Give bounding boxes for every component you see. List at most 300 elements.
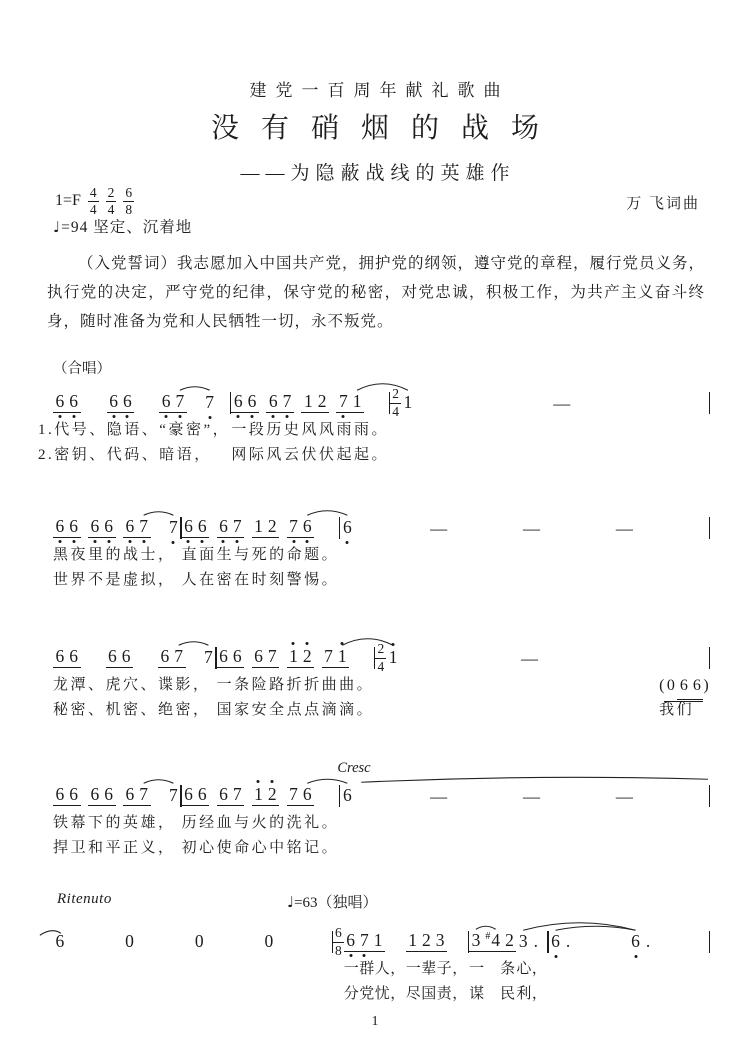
note-digit: 4 xyxy=(491,930,501,951)
note-group xyxy=(123,786,151,806)
barline xyxy=(709,785,710,807)
lyric-line-1: 折折 xyxy=(286,677,322,693)
note xyxy=(469,932,483,950)
low-octave-dot xyxy=(349,954,352,957)
measure-unit xyxy=(217,513,252,593)
note xyxy=(357,932,371,950)
notes-row xyxy=(262,927,276,957)
measure-unit xyxy=(333,927,344,1007)
note-digit: 3 xyxy=(435,930,445,951)
note-group xyxy=(664,673,703,702)
measure-unit xyxy=(469,927,516,1007)
notes-row xyxy=(616,781,633,811)
note-digit: 6 xyxy=(104,518,113,536)
note-group xyxy=(301,393,329,413)
notes-row xyxy=(252,643,280,673)
note-digit: 7 xyxy=(232,784,242,805)
lyric-line-1: 血与 xyxy=(216,815,252,831)
note-digit: 6 xyxy=(346,932,355,950)
note-group xyxy=(386,649,400,667)
lyric-line-2: 密在 xyxy=(216,572,252,588)
notes-row xyxy=(406,927,447,957)
duration-dash: — xyxy=(615,786,633,806)
note-digit: 1 xyxy=(254,786,263,804)
notes-row xyxy=(53,388,81,418)
note-group xyxy=(336,393,364,413)
note-digit: 6 xyxy=(679,677,688,694)
lyric-line-2: 网际 xyxy=(231,447,267,463)
notes-row xyxy=(340,781,354,811)
note-digit: 1 xyxy=(289,648,298,666)
lyric-line-2: 初心 xyxy=(181,840,217,856)
note xyxy=(340,787,354,805)
note-group xyxy=(406,932,447,952)
low-octave-dot xyxy=(251,415,254,418)
high-octave-dot xyxy=(292,642,295,645)
notes-row xyxy=(88,513,116,543)
note xyxy=(350,393,364,411)
note-group xyxy=(629,933,653,951)
note-group xyxy=(217,786,245,806)
notes-row xyxy=(523,513,540,543)
low-octave-dot xyxy=(208,416,211,419)
composer-credit: 万 飞词曲 xyxy=(626,196,700,212)
note-group xyxy=(340,519,354,537)
note-group xyxy=(549,933,573,951)
note-digit: 7 xyxy=(169,519,178,537)
low-octave-dot xyxy=(58,540,61,543)
music-system-3 xyxy=(53,621,710,723)
note-group xyxy=(182,786,210,806)
note-digit: 2 xyxy=(303,648,312,666)
note-group xyxy=(159,393,187,413)
measure-unit xyxy=(553,388,708,468)
note-digit: 7 xyxy=(324,646,333,667)
lyric-line-1: 险路 xyxy=(251,677,287,693)
notes-row xyxy=(287,781,315,811)
note xyxy=(107,393,121,411)
note xyxy=(121,393,135,411)
low-octave-dot xyxy=(286,415,289,418)
note xyxy=(266,393,280,411)
measure-unit xyxy=(375,643,386,723)
measure-unit xyxy=(182,513,217,593)
low-octave-dot xyxy=(346,541,349,544)
lyric-line-2: 尽国责， xyxy=(405,986,468,1002)
note-group xyxy=(677,673,703,700)
note-digit: 6 xyxy=(342,785,352,806)
lyric-line-2: 暗语， xyxy=(159,447,212,463)
measure-unit xyxy=(88,781,123,861)
note xyxy=(287,518,301,536)
note-group xyxy=(262,933,276,951)
notes-row xyxy=(616,513,633,543)
note-digit: 6 xyxy=(55,784,65,805)
note xyxy=(245,393,259,411)
notes-row xyxy=(523,781,540,811)
note xyxy=(195,518,209,536)
note-digit: 6 xyxy=(269,393,278,411)
ts-numerator: 6 xyxy=(123,186,134,202)
note-group xyxy=(287,648,315,668)
note-group xyxy=(182,518,210,538)
note xyxy=(217,518,231,536)
low-octave-dot xyxy=(58,415,61,418)
note xyxy=(195,786,209,804)
note-digit: 2 xyxy=(422,930,431,951)
note xyxy=(516,933,540,951)
lyric-line-1: 龙潭、 xyxy=(53,677,106,693)
low-octave-dot xyxy=(172,541,175,544)
ts-numerator: 2 xyxy=(390,387,401,403)
ts-denominator: 8 xyxy=(125,202,133,218)
note xyxy=(252,786,266,804)
note-digit: 7 xyxy=(339,393,348,411)
notes-row xyxy=(53,927,67,957)
measure-unit xyxy=(287,643,322,723)
low-octave-dot xyxy=(222,540,225,543)
measure-unit xyxy=(390,388,401,468)
note xyxy=(123,933,137,951)
note-digit: 6 xyxy=(126,518,135,536)
lyric-line-2: 警惕。 xyxy=(286,572,340,588)
measure-unit xyxy=(88,513,123,593)
lyric-line-2: 世界 xyxy=(53,572,89,588)
note xyxy=(167,519,181,537)
notes-row xyxy=(107,388,135,418)
note-digit: 6 xyxy=(184,784,193,805)
measure-unit xyxy=(53,643,106,723)
notes-row xyxy=(553,388,570,418)
note-group xyxy=(123,518,151,538)
lyric-line-2: 使命 xyxy=(216,840,252,856)
note xyxy=(173,393,187,411)
lyric-line-1: 战士， xyxy=(123,547,176,563)
measure-unit xyxy=(301,388,336,468)
lyric-line-1: 生与 xyxy=(216,547,252,563)
music-system-5 xyxy=(53,905,710,1007)
notes-row xyxy=(469,927,516,957)
notes-row xyxy=(340,513,354,543)
notes-row xyxy=(53,643,81,673)
notes-row xyxy=(709,927,710,957)
note-digit: 1 xyxy=(338,648,347,666)
measure-unit xyxy=(287,513,340,593)
high-octave-dot xyxy=(257,780,260,783)
note-group xyxy=(217,648,245,668)
measure-unit xyxy=(336,388,389,468)
note-digit: 6 xyxy=(55,931,65,952)
low-octave-dot xyxy=(272,415,275,418)
note xyxy=(102,786,116,804)
note xyxy=(230,648,244,666)
note-digit: 6 xyxy=(631,933,640,951)
notes-row xyxy=(287,513,315,543)
note xyxy=(137,518,151,536)
music-system-1 xyxy=(38,366,710,468)
time-signature xyxy=(375,642,386,673)
note-digit: 6 xyxy=(219,518,228,536)
note xyxy=(335,648,349,666)
time-signatures xyxy=(81,184,134,217)
measure-unit xyxy=(406,927,468,1007)
note-group xyxy=(322,648,350,668)
notes-row xyxy=(123,927,137,957)
note-digit: 6 xyxy=(160,646,170,667)
note-digit: 6 xyxy=(303,518,312,536)
note-group xyxy=(516,933,540,951)
note xyxy=(88,786,102,804)
lyric-line-1: 风风 xyxy=(301,422,337,438)
lyric-line-2: 起起。 xyxy=(336,447,389,463)
lyric-line-1: 下的 xyxy=(88,815,124,831)
note xyxy=(53,518,67,536)
note xyxy=(230,518,244,536)
note xyxy=(192,933,206,951)
duration-dash: — xyxy=(553,393,571,413)
quarter-note-icon: ♩ xyxy=(287,893,295,911)
note xyxy=(102,518,116,536)
note xyxy=(53,648,67,666)
note-digit: 0 xyxy=(194,931,204,952)
lyric-line-1: 一段 xyxy=(231,422,267,438)
measure-unit xyxy=(262,927,332,1007)
measure-unit xyxy=(709,388,710,468)
duration-dash: — xyxy=(522,518,540,538)
note xyxy=(182,518,196,536)
notes-row xyxy=(182,781,210,811)
note-digit: 7 xyxy=(176,393,185,411)
lyric-line-2: 时刻 xyxy=(251,572,287,588)
note xyxy=(300,648,314,666)
notes-row xyxy=(390,388,401,418)
note xyxy=(217,648,231,666)
note xyxy=(252,518,266,536)
sharp-icon: # xyxy=(485,931,491,943)
note-digit: 7 xyxy=(204,647,213,668)
note-digit: 6 xyxy=(123,393,132,411)
measure-unit xyxy=(344,927,406,1007)
note xyxy=(300,786,314,804)
note-group xyxy=(167,787,181,805)
song-subtitle: ——为隐蔽战线的英雄作 xyxy=(240,163,516,184)
note-group xyxy=(252,786,280,806)
note xyxy=(315,393,329,411)
note xyxy=(167,787,181,805)
low-octave-dot xyxy=(187,540,190,543)
note-digit: 6 xyxy=(184,518,193,536)
note-digit: 3 xyxy=(471,930,481,951)
notes-row xyxy=(252,781,280,811)
time-signature xyxy=(106,186,117,217)
lyric-line-2: 2.密钥、 xyxy=(38,447,107,463)
lyric-line-2: 伏伏 xyxy=(301,447,337,463)
high-octave-dot xyxy=(341,642,344,645)
note-digit: 7 xyxy=(205,394,214,412)
measure-unit xyxy=(217,643,252,723)
measure-unit xyxy=(252,643,287,723)
measure-unit xyxy=(182,781,217,861)
measure-unit xyxy=(401,388,553,468)
note-digit: 6 xyxy=(302,784,312,805)
note xyxy=(67,648,81,666)
notes-row xyxy=(430,781,447,811)
note-digit: 6 xyxy=(56,518,65,536)
note-digit: 6 xyxy=(551,933,560,951)
lyric-line-1: 1.代号、 xyxy=(38,422,107,438)
measure-unit xyxy=(53,927,123,1007)
note-digit: 7 xyxy=(283,393,292,411)
measure-unit xyxy=(266,388,301,468)
note-digit: 6 xyxy=(197,784,207,805)
measure-unit xyxy=(516,927,547,1007)
low-octave-dot xyxy=(237,415,240,418)
notes-row xyxy=(217,781,245,811)
notes-row xyxy=(287,643,315,673)
note xyxy=(265,518,279,536)
note xyxy=(67,518,81,536)
low-octave-dot xyxy=(554,955,557,958)
measure-unit xyxy=(123,927,193,1007)
time-signature xyxy=(333,926,344,957)
note-digit: 7 xyxy=(267,646,277,667)
note-digit: 6 xyxy=(254,646,263,667)
note-digit: 6 xyxy=(343,519,352,537)
note-digit: 1 xyxy=(303,391,313,412)
measure-unit xyxy=(107,388,160,468)
lyric-line-2: 虚拟， xyxy=(123,572,176,588)
lyric-line-2: 铭记。 xyxy=(286,840,340,856)
ts-denominator: 4 xyxy=(377,658,385,674)
note-group xyxy=(53,393,81,413)
note-digit: 6 xyxy=(104,784,114,805)
note-digit: 1 xyxy=(373,930,383,951)
notes-row xyxy=(123,513,180,543)
note-digit: 3 xyxy=(518,931,528,952)
note xyxy=(67,786,81,804)
measure-unit xyxy=(386,643,521,723)
barline xyxy=(709,931,710,953)
note-digit: 0 xyxy=(666,677,675,694)
notes-row xyxy=(322,643,350,673)
note-digit: 6 xyxy=(91,518,100,536)
note-group xyxy=(192,933,206,951)
note-group xyxy=(158,648,186,668)
note-group xyxy=(88,786,116,806)
lyric-line-2: 秘密、 xyxy=(53,702,106,718)
note-digit: 6 xyxy=(219,784,228,805)
notes-row xyxy=(231,388,259,418)
note-digit: 6 xyxy=(234,393,243,411)
notes-row xyxy=(333,927,344,957)
notes-row xyxy=(217,513,245,543)
note-digit: 6 xyxy=(69,518,78,536)
note xyxy=(287,648,301,666)
lyric-line-1: “豪密”， xyxy=(159,422,231,438)
measure-unit xyxy=(523,781,616,861)
measure-unit xyxy=(709,781,710,861)
notes-row xyxy=(301,388,329,418)
notes-row xyxy=(386,643,400,673)
note xyxy=(265,786,279,804)
note xyxy=(88,518,102,536)
note xyxy=(262,933,276,951)
note-digit: 2 xyxy=(317,391,327,412)
measure-unit xyxy=(252,781,287,861)
key-signature-row xyxy=(55,184,134,217)
note-digit: 7 xyxy=(360,932,369,950)
note xyxy=(119,648,133,666)
note xyxy=(203,394,217,412)
note xyxy=(53,786,67,804)
note xyxy=(401,394,415,412)
ts-numerator: 4 xyxy=(88,186,99,202)
low-octave-dot xyxy=(72,540,75,543)
note-digit: 7 xyxy=(174,646,184,667)
measure-unit xyxy=(521,643,659,723)
notes-row xyxy=(159,388,216,418)
ts-denominator: 8 xyxy=(334,942,342,958)
low-octave-dot xyxy=(72,415,75,418)
duration-dash: — xyxy=(522,786,540,806)
note-group xyxy=(203,394,217,412)
note-digit: 1 xyxy=(403,392,413,413)
duration-dash: — xyxy=(521,648,538,668)
lyric-line-2: 风云 xyxy=(266,447,302,463)
lyric-line-2: 利， xyxy=(516,986,548,1002)
song-title: 没有硝烟的战场 xyxy=(210,113,561,144)
duration-dash: — xyxy=(430,786,448,806)
solo-tempo-marking xyxy=(287,891,378,912)
note xyxy=(280,393,294,411)
lyric-line-2: 机密、 xyxy=(105,702,159,718)
lyric-line-1: 虎穴、 xyxy=(105,677,159,693)
note xyxy=(158,648,172,666)
notes-row xyxy=(344,927,385,957)
note-digit: 6 xyxy=(162,393,171,411)
measure-unit xyxy=(252,513,287,593)
note xyxy=(137,786,151,804)
note-digit: 6 xyxy=(248,393,257,411)
barline xyxy=(709,392,710,414)
music-system-4 xyxy=(53,759,710,861)
note xyxy=(159,393,173,411)
measure-unit xyxy=(106,643,159,723)
note-digit: 2 xyxy=(267,516,277,537)
lyric-line-2: 我们 xyxy=(659,702,695,718)
lyric-line-1: 死的 xyxy=(251,547,287,563)
note xyxy=(629,933,653,951)
note-digit: 6 xyxy=(56,393,65,411)
lyric-line-1 xyxy=(659,673,709,698)
note-group xyxy=(53,518,81,538)
note-digit: 6 xyxy=(198,518,207,536)
note xyxy=(549,933,573,951)
lyric-line-1: 历经 xyxy=(181,815,217,831)
note-group xyxy=(340,787,354,805)
measure-unit xyxy=(53,513,88,593)
lyric-line-2: 和平 xyxy=(88,840,124,856)
note-digit: 7 xyxy=(289,518,298,536)
high-octave-dot xyxy=(392,643,395,646)
ts-numerator: 6 xyxy=(333,926,344,942)
crescendo-label: Cresc xyxy=(337,760,371,777)
note-digit: 6 xyxy=(109,393,118,411)
notes-row xyxy=(88,781,116,811)
barline xyxy=(709,647,710,669)
note-group xyxy=(287,786,315,806)
note-digit: 7 xyxy=(139,784,149,805)
